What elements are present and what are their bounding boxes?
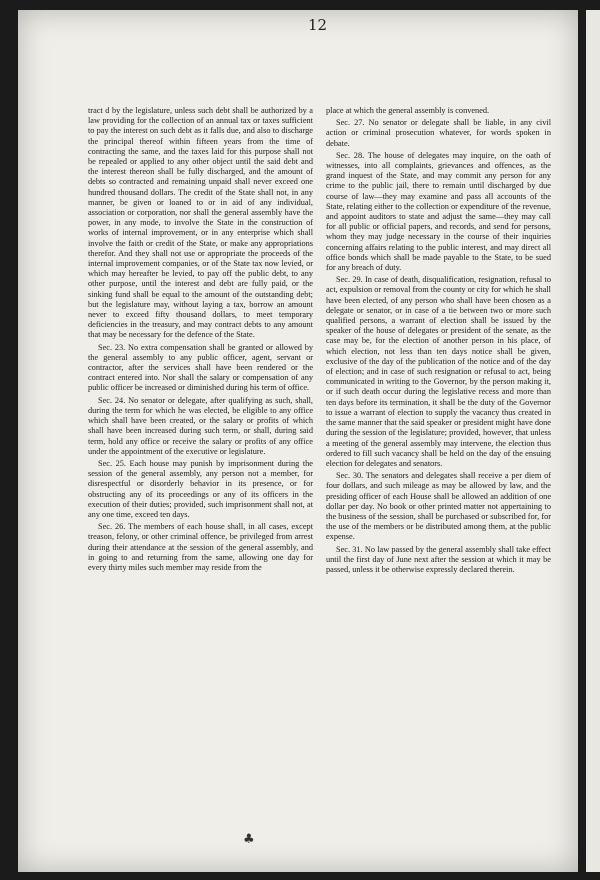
section-28: Sec. 28. The house of delegates may inquire, on the oath of witnesses, into all complaints, grievances and offences, as the grand inquest of the State, and may commit any person for any crime to the public jail, there to remain until discharged by due course of law—they may examine and pass all accounts of the State, relating either to the collection or expenditure of the revenue, and appoint auditors to state and adjust the same—they may call for all public or official papers, and records, and send for persons, whom they may judge necessary in the course of their inquiries concerning affairs relating to the public interest, and may direct all office bonds which shall be made payable to the State, to be sued for any breach of duty. xyxy=(326,150,551,273)
document-page xyxy=(18,10,578,872)
section-23: Sec. 23. No extra compensation shall be granted or allowed by the general assembly to any public officer, agent, servant or contractor, after the services shall have been rendered or the contract entered into. Nor shall the salary or compensation of any public officer be increased or diminished during his term of office. xyxy=(88,342,313,393)
left-paragraph-1: tract d by the legislature, unless such debt shall be authorized by a law providing for the collection of an annual tax or taxes sufficient to pay the interest on such debt as it falls due, and also to discharge the principal thereof within fifteen years from the time of contracting the same, and the taxes laid for this purpose shall not be repealed or applied to any other object until the said debt and the interest thereon shall be fully discharged, and the amount of debts so contracted and remaining unpaid shall never exceed one hundred thousand dollars. The credit of the State shall not, in any manner, be given or loaned to or in aid of any individual, association or corporation, nor shall the general assembly have the power, in any mode, to involve the State in the construction of works of internal improvement, or in any enterprise which shall involve the faith or credit of the State, or make any appropriations therefor. And they shall not use or appropriate the proceeds of the internal improvement companies, or of the State tax now levied, or which may hereafter be levied, to pay off the public debt, to any other purpose, until the interest and debt are fully paid, or the sinking fund shall be equal to the amount of the outstanding debt; but the legislature may, without laying a tax, borrow an amount never to exceed fifty thousand dollars, to meet temporary deficiencies in the treasury, and may contract debts to any amount that may be necessary for the defence of the State. xyxy=(88,106,313,340)
section-31: Sec. 31. No law passed by the general assembly shall take effect until the first day of June next after the session at which it may be passed, unless it be otherwise expressly declared therein. xyxy=(326,544,551,574)
section-29: Sec. 29. In case of death, disqualification, resignation, refusal to act, expulsion or removal from the county or city for which he shall have been elected, of any person who shall have been chosen as a delegate or senator, or in case of a tie between two or more such qualified persons, a warrant of election shall be issued by the speaker of the house of delegates or president of the senate, as the case may be, for the election of another person in his place, of which election, not less than ten days notice shall be given, exclusive of the day of the publication of the notice and of the day of election; and in case of such resignation or refusal to act, being communicated in writing to the Governor, by the person making it, or if such death occur during the legislative recess and more than ten days before its termination, it shall be the duty of the Governor to issue a warrant of election to supply the vacancy thus created in the same manner that the said speaker or president might have done during the session of the legislature; provided, however, that unless a meeting of the general assembly may intervene, the election thus ordered to fill such vacancy shall be held on the day of the ensuing election for delegates and senators. xyxy=(326,275,551,468)
right-column xyxy=(326,106,551,846)
right-paragraph-1: place at which the general assembly is convened. xyxy=(326,106,490,115)
bottom-ornament-icon: ♣ xyxy=(243,832,255,847)
section-30: Sec. 30. The senators and delegates shall receive a per diem of four dollars, and such mileage as may be allowed by law, and the presiding officer of each House shall be allowed an addition of one dollar per day. No book or other printed matter not appertaining to the business of the session, shall be purchased or subscribed for, for the use of the members or be distributed among them, at the public expense. xyxy=(326,471,551,542)
section-24: Sec. 24. No senator or delegate, after qualifying as such, shall, during the term for which he was elected, be eligible to any office which shall have been created, or the salary or profits of which shall have been increased during such term, or shall, during said term, hold any office or receive the salary or profits of any office under the appointment of the executive or legislature. xyxy=(88,395,313,456)
left-column xyxy=(88,106,313,846)
section-25: Sec. 25. Each house may punish by imprisonment during the session of the general assembly, any person not a member, for disrespectful or disorderly behavior in its presence, or for obstructing any of its proceedings or any of its officers in the execution of their duties; provided, such imprisonment shall not, at any one time, exceed ten days. xyxy=(88,458,313,519)
section-27: Sec. 27. No senator or delegate shall be liable, in any civil action or criminal prosecution whatever, for words spoken in debate. xyxy=(326,118,551,148)
adjacent-page-edge xyxy=(586,10,600,872)
section-26: Sec. 26. The members of each house shall, in all cases, except treason, felony, or other criminal offence, be privileged from arrest during their attendance at the session of the general assembly, and in going to and returning from the same, allowing one day for every thirty miles such member may reside from the xyxy=(88,522,313,572)
page-number: 12 xyxy=(308,16,328,34)
